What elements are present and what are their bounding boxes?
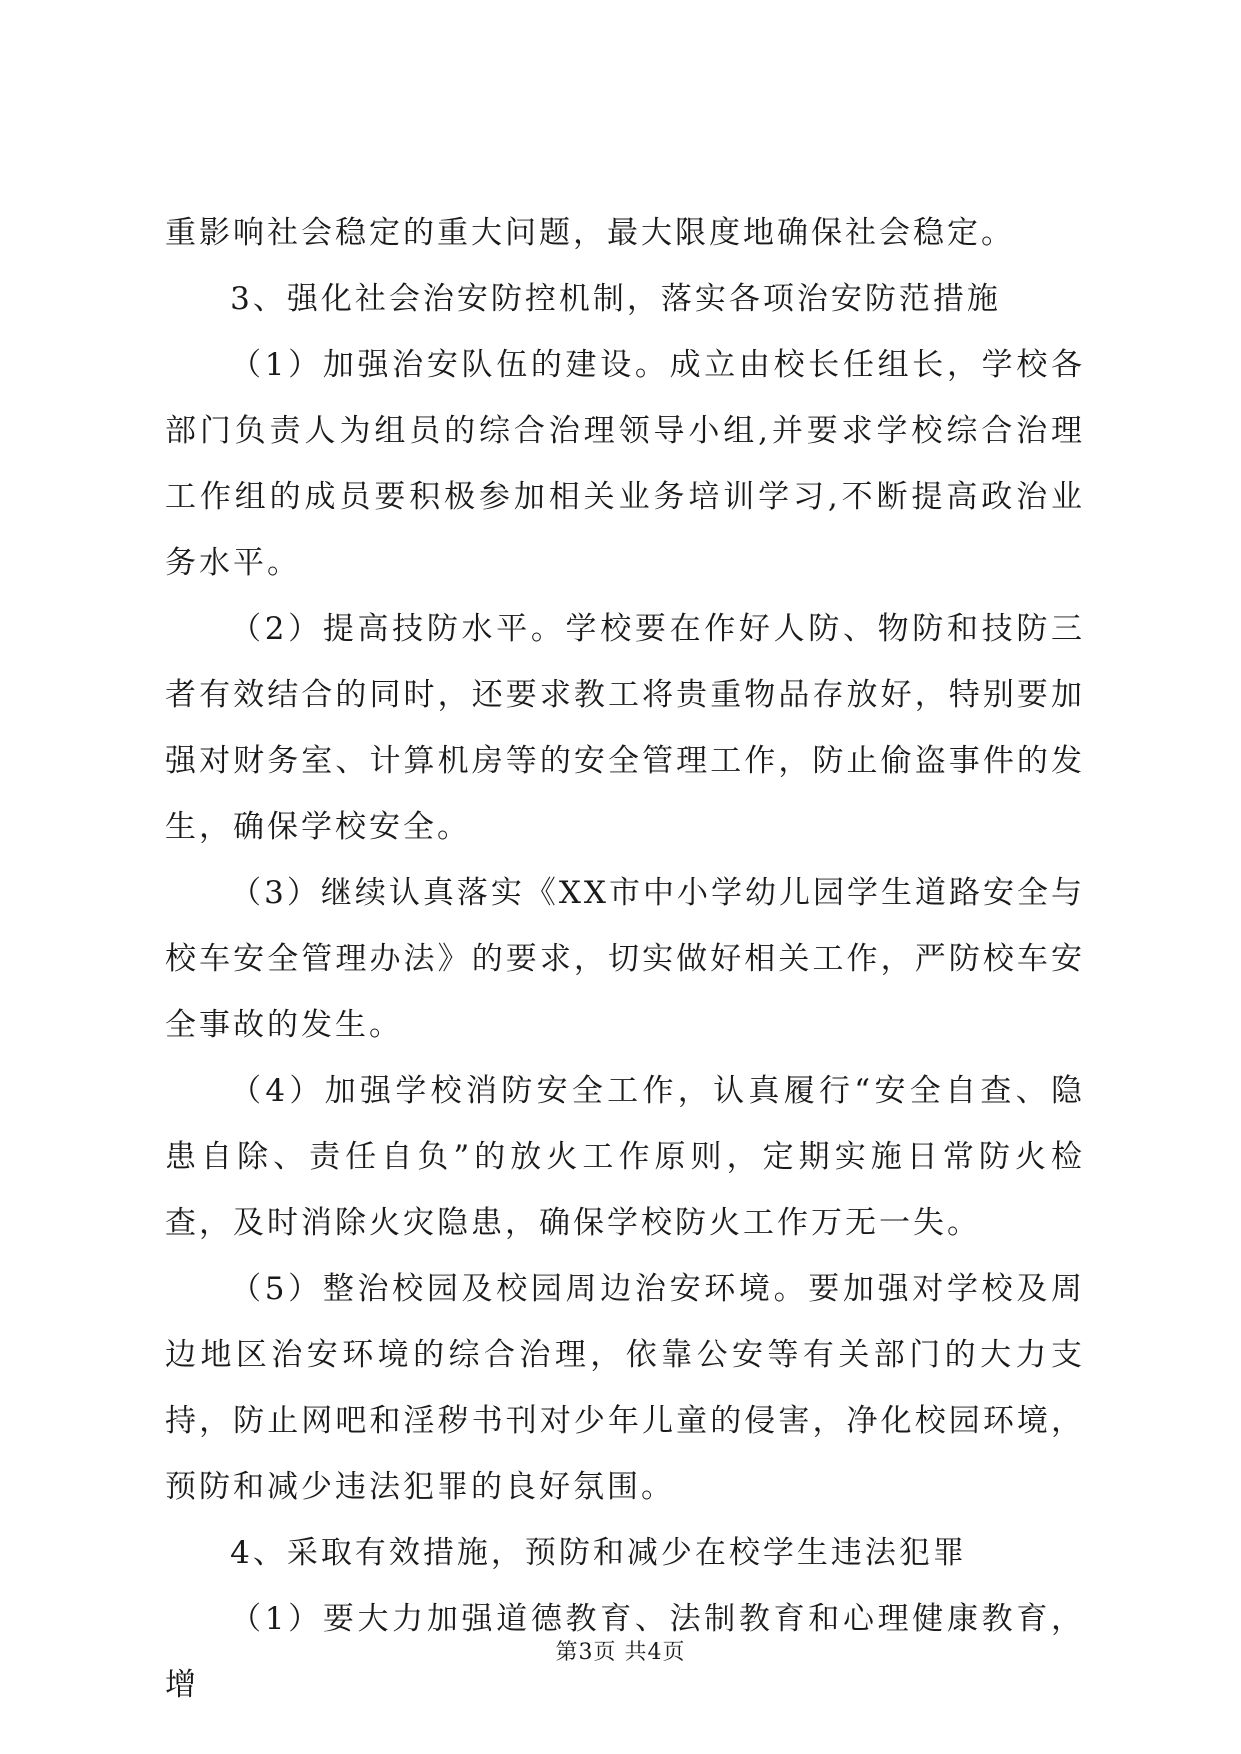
document-body (165, 200, 1085, 1718)
list-item-3-3: （3）继续认真落实《XX市中小学幼儿园学生道路安全与校车安全管理办法》的要求，切实做好相关工作，严防校车安全事故的发生。 (165, 875, 1085, 1043)
paragraph-continuation: 重影响社会稳定的重大问题，最大限度地确保社会稳定。 (165, 215, 1015, 251)
section-heading-4: 4、采取有效措施，预防和减少在校学生违法犯罪 (230, 1535, 967, 1571)
list-item-4-1: （1）要大力加强道德教育、法制教育和心理健康教育，增 (165, 1601, 1085, 1703)
list-item-3-1: （1）加强治安队伍的建设。成立由校长任组长，学校各部门负责人为组员的综合治理领导小组,并要求学校综合治理工作组的成员要积极参加相关业务培训学习,不断提高政治业务水平。 (165, 347, 1085, 581)
list-item-3-5: （5）整治校园及校园周边治安环境。要加强对学校及周边地区治安环境的综合治理，依靠公安等有关部门的大力支持，防止网吧和淫秽书刊对少年儿童的侵害，净化校园环境，预防和减少违法犯罪的良好氛围。 (165, 1271, 1085, 1505)
list-item-3-4: （4）加强学校消防安全工作，认真履行“安全自查、隐患自除、责任自负”的放火工作原则，定期实施日常防火检查，及时消除火灾隐患，确保学校防火工作万无一失。 (165, 1073, 1085, 1241)
section-heading-3: 3、强化社会治安防控机制，落实各项治安防范措施 (230, 281, 1001, 317)
page-footer: 第3页 共4页 (555, 1640, 686, 1665)
list-item-3-2: （2）提高技防水平。学校要在作好人防、物防和技防三者有效结合的同时，还要求教工将贵重物品存放好，特别要加强对财务室、计算机房等的安全管理工作，防止偷盗事件的发生，确保学校安全。 (165, 611, 1085, 845)
